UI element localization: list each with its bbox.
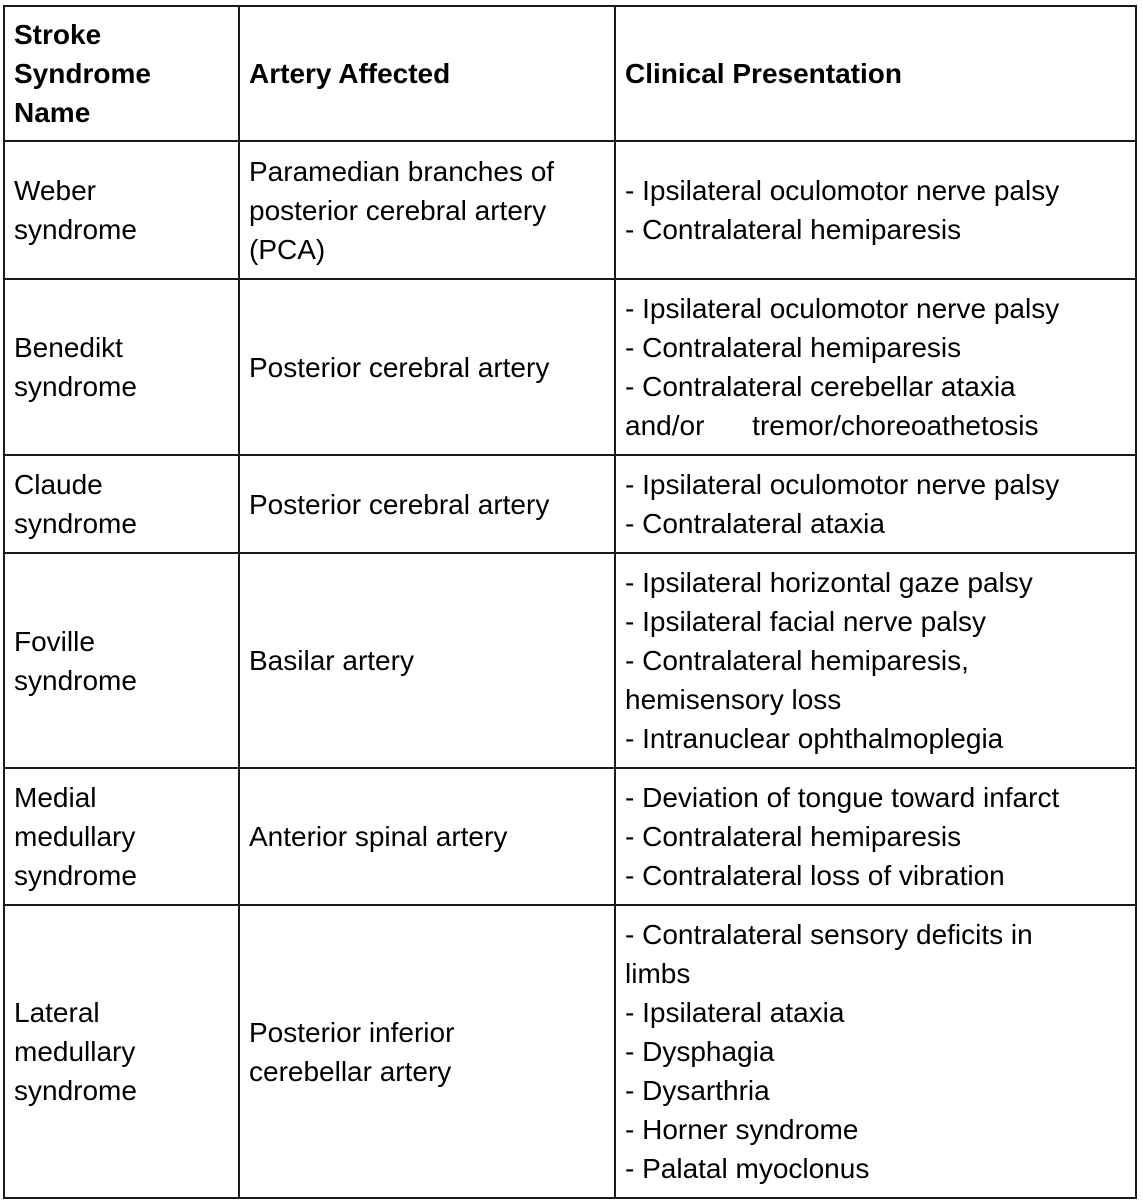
presentation-line: hemisensory loss [625,684,842,715]
presentation-line: - Contralateral hemiparesis [625,821,962,852]
header-artery-affected: Artery Affected [239,6,615,141]
presentation-line: - Dysphagia [625,1036,775,1067]
table-row [4,455,1136,553]
artery-cell: Basilar artery [239,553,615,768]
presentation-line: - Intranuclear ophthalmoplegia [625,723,1004,754]
presentation-line: - Ipsilateral oculomotor nerve palsy [625,175,1060,206]
table-row [4,905,1136,1198]
stroke-syndrome-table [3,5,1137,1199]
presentation-line: - Deviation of tongue toward infarct [625,782,1060,813]
presentation-cell [615,553,1136,768]
table-header-row [4,6,1136,141]
presentation-line: - Ipsilateral oculomotor nerve palsy [625,293,1060,324]
presentation-line: - Palatal myoclonus [625,1153,870,1184]
presentation-cell [615,455,1136,553]
table-row [4,141,1136,279]
presentation-line: and/or tremor/choreoathetosis [625,410,1039,441]
presentation-line: - Ipsilateral horizontal gaze palsy [625,567,1033,598]
syndrome-name-cell: Foville syndrome [4,553,239,768]
presentation-cell [615,905,1136,1198]
presentation-line: - Contralateral hemiparesis [625,214,962,245]
presentation-line: - Contralateral cerebellar ataxia [625,371,1016,402]
syndrome-name-cell: Weber syndrome [4,141,239,279]
presentation-line: - Ipsilateral ataxia [625,997,845,1028]
syndrome-name-cell: Claude syndrome [4,455,239,553]
syndrome-name-cell: Benedikt syndrome [4,279,239,455]
header-syndrome-name: Stroke Syndrome Name [4,6,239,141]
artery-cell: Posterior cerebral artery [239,279,615,455]
presentation-line: - Contralateral ataxia [625,508,885,539]
presentation-line: - Contralateral sensory deficits in [625,919,1033,950]
table-row [4,768,1136,905]
artery-cell: Anterior spinal artery [239,768,615,905]
presentation-line: - Ipsilateral oculomotor nerve palsy [625,469,1060,500]
table-row [4,553,1136,768]
presentation-line: - Contralateral loss of vibration [625,860,1005,891]
artery-cell: Posterior cerebral artery [239,455,615,553]
presentation-line: - Horner syndrome [625,1114,859,1145]
artery-cell: Paramedian branches of posterior cerebral artery (PCA) [239,141,615,279]
syndrome-name-cell: Lateral medullary syndrome [4,905,239,1198]
presentation-line: - Contralateral hemiparesis [625,332,962,363]
presentation-cell [615,141,1136,279]
presentation-line: - Contralateral hemiparesis, [625,645,969,676]
presentation-line: - Ipsilateral facial nerve palsy [625,606,987,637]
presentation-cell [615,768,1136,905]
table-row [4,279,1136,455]
header-clinical-presentation: Clinical Presentation [615,6,1136,141]
artery-cell: Posterior inferior cerebellar artery [239,905,615,1198]
presentation-cell [615,279,1136,455]
presentation-line: - Dysarthria [625,1075,770,1106]
syndrome-name-cell: Medial medullary syndrome [4,768,239,905]
presentation-line: limbs [625,958,691,989]
